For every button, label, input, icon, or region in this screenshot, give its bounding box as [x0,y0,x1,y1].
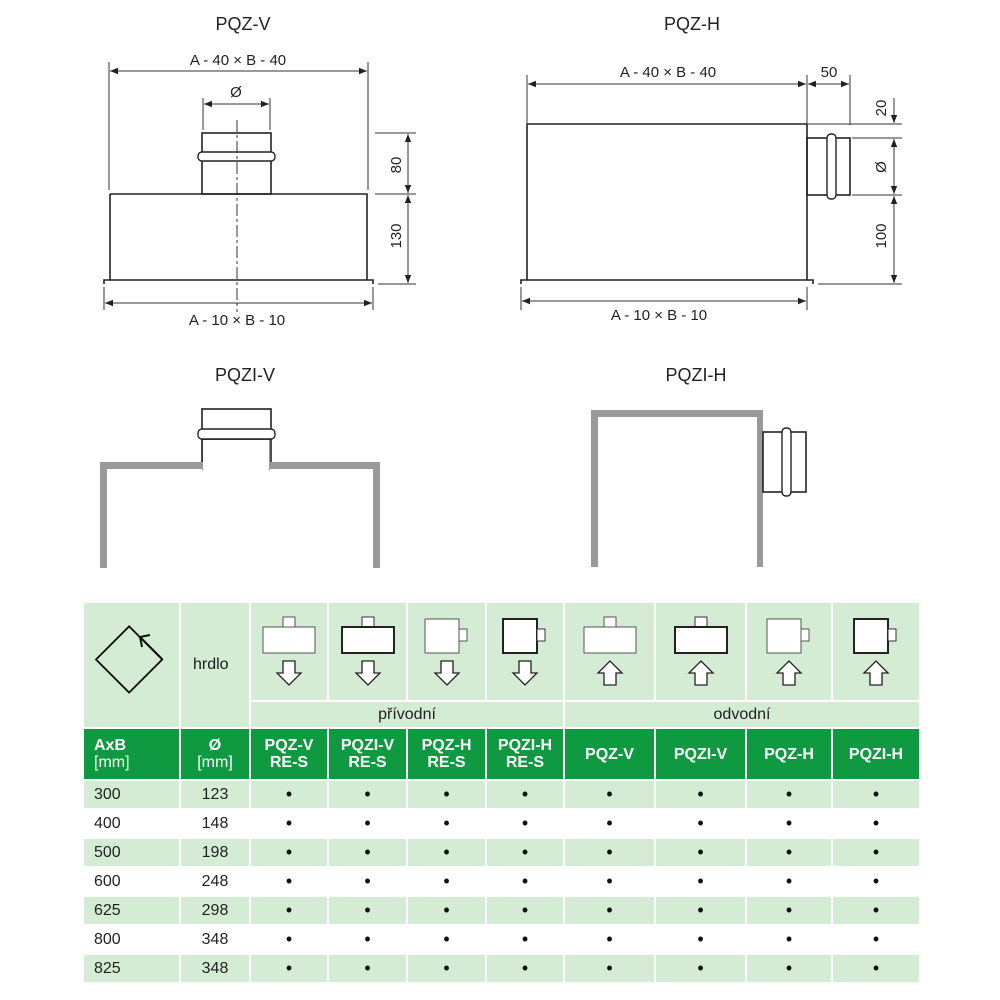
cell-availability-mark: • [832,809,920,838]
cell-availability-mark: • [832,867,920,896]
cell-diameter: 148 [180,809,250,838]
cell-availability-mark: • [832,838,920,867]
cell-availability-mark: • [407,925,486,954]
cell-availability-mark: • [655,780,746,809]
pqz-h-bottom-dimension: A - 10 × B - 10 [610,307,708,324]
pqz-h-exhaust-icon [759,609,819,689]
cell-availability-mark: • [486,780,564,809]
cell-availability-mark: • [746,896,832,925]
cell-availability-mark: • [486,838,564,867]
drawing-pqz-v [104,14,416,329]
cell-availability-mark: • [328,954,407,983]
cell-axb: 800 [83,925,180,954]
pqzi-h-exhaust-icon [846,609,906,689]
table-row [83,925,920,954]
cell-axb: 300 [83,780,180,809]
pqzi-v-supply-icon [338,609,398,689]
rotation-icon [92,623,172,703]
cell-diameter: 123 [180,780,250,809]
cell-availability-mark: • [564,925,655,954]
cell-diameter: 298 [180,896,250,925]
table-body [83,780,920,983]
cell-availability-mark: • [250,867,328,896]
cell-diameter: 248 [180,867,250,896]
table-row [83,780,920,809]
icon-supply-pqzi-h [486,602,564,701]
cell-availability-mark: • [746,867,832,896]
table-row [83,867,920,896]
cell-availability-mark: • [486,867,564,896]
cell-availability-mark: • [328,780,407,809]
pqzi-h-title: PQZI-H [665,365,727,385]
cell-availability-mark: • [407,780,486,809]
pqz-h-bottom-offset: 100 [873,223,890,249]
cell-diameter: 348 [180,925,250,954]
cell-axb: 600 [83,867,180,896]
rotation-symbol-cell [83,602,180,728]
pqz-v-bottom-dimension: A - 10 × B - 10 [188,312,286,329]
pqz-h-supply-icon [417,609,477,689]
cell-availability-mark: • [407,809,486,838]
pqz-v-body-height: 130 [388,223,405,249]
drawing-pqzi-h [591,365,806,567]
cell-availability-mark: • [564,838,655,867]
pqz-h-top-dimension: A - 40 × B - 40 [619,64,717,81]
spigot-label: hrdlo [180,602,250,728]
cell-availability-mark: • [250,809,328,838]
column-header-supply-pqz-v: PQZ-V RE-S [250,728,328,780]
pqz-v-exhaust-icon [580,609,640,689]
cell-availability-mark: • [655,809,746,838]
cell-axb: 400 [83,809,180,838]
cell-availability-mark: • [250,896,328,925]
icon-exhaust-pqz-h [746,602,832,701]
pqz-v-diameter-label: Ø [230,84,242,101]
cell-axb: 500 [83,838,180,867]
icon-exhaust-pqzi-h [832,602,920,701]
pqz-v-supply-icon [259,609,319,689]
cell-availability-mark: • [486,925,564,954]
cell-availability-mark: • [655,954,746,983]
exhaust-category-label: odvodní [564,701,920,728]
cell-availability-mark: • [328,809,407,838]
cell-availability-mark: • [328,896,407,925]
cell-availability-mark: • [655,925,746,954]
cell-availability-mark: • [746,954,832,983]
pqz-v-top-dimension: A - 40 × B - 40 [189,52,287,69]
drawing-pqzi-v [100,365,380,568]
pqzi-v-title: PQZI-V [214,365,276,385]
cell-availability-mark: • [564,896,655,925]
cell-axb: 825 [83,954,180,983]
cell-availability-mark: • [328,838,407,867]
cell-availability-mark: • [250,838,328,867]
cell-availability-mark: • [746,925,832,954]
cell-availability-mark: • [328,867,407,896]
column-header-supply-pqzi-v: PQZI-V RE-S [328,728,407,780]
drawing-pqz-h [521,14,902,324]
cell-availability-mark: • [832,954,920,983]
cell-availability-mark: • [328,925,407,954]
cell-availability-mark: • [250,780,328,809]
pqz-h-diameter-label: Ø [873,161,890,173]
cell-availability-mark: • [407,867,486,896]
pqz-v-title: PQZ-V [215,14,271,34]
pqz-h-offset-dimension: 50 [820,64,838,81]
cell-availability-mark: • [564,780,655,809]
column-header-exhaust-pqzi-h: PQZI-H [832,728,920,780]
table-row [83,896,920,925]
column-header-diameter: Ø [mm] [180,728,250,780]
supply-category-label: přívodní [250,701,564,728]
column-header-supply-pqz-h: PQZ-H RE-S [407,728,486,780]
icon-supply-pqz-v [250,602,328,701]
pqz-h-title: PQZ-H [664,14,720,34]
cell-availability-mark: • [564,867,655,896]
cell-availability-mark: • [407,954,486,983]
cell-availability-mark: • [486,954,564,983]
icon-exhaust-pqzi-v [655,602,746,701]
cell-availability-mark: • [746,780,832,809]
icon-exhaust-pqz-v [564,602,655,701]
cell-availability-mark: • [564,809,655,838]
cell-availability-mark: • [746,838,832,867]
cell-diameter: 198 [180,838,250,867]
cell-axb: 625 [83,896,180,925]
cell-availability-mark: • [746,809,832,838]
cell-availability-mark: • [655,867,746,896]
pqzi-v-exhaust-icon [671,609,731,689]
column-header-exhaust-pqz-v: PQZ-V [564,728,655,780]
cell-availability-mark: • [832,896,920,925]
table-row [83,809,920,838]
column-header-supply-pqzi-h: PQZI-H RE-S [486,728,564,780]
cell-availability-mark: • [655,896,746,925]
icon-supply-pqzi-v [328,602,407,701]
cell-availability-mark: • [407,838,486,867]
cell-availability-mark: • [655,838,746,867]
pqzi-h-supply-icon [495,609,555,689]
cell-availability-mark: • [486,809,564,838]
icon-supply-pqz-h [407,602,486,701]
pqz-h-top-offset: 20 [873,99,890,117]
cell-availability-mark: • [250,954,328,983]
compatibility-table [82,601,921,984]
cell-availability-mark: • [250,925,328,954]
table-row [83,838,920,867]
column-header-exhaust-pqz-h: PQZ-H [746,728,832,780]
cell-availability-mark: • [832,925,920,954]
cell-diameter: 348 [180,954,250,983]
pqz-v-spigot-height: 80 [388,156,405,174]
cell-availability-mark: • [832,780,920,809]
cell-availability-mark: • [486,896,564,925]
column-header-axb: AxB [mm] [83,728,180,780]
column-header-exhaust-pqzi-v: PQZI-V [655,728,746,780]
cell-availability-mark: • [564,954,655,983]
cell-availability-mark: • [407,896,486,925]
table-row [83,954,920,983]
